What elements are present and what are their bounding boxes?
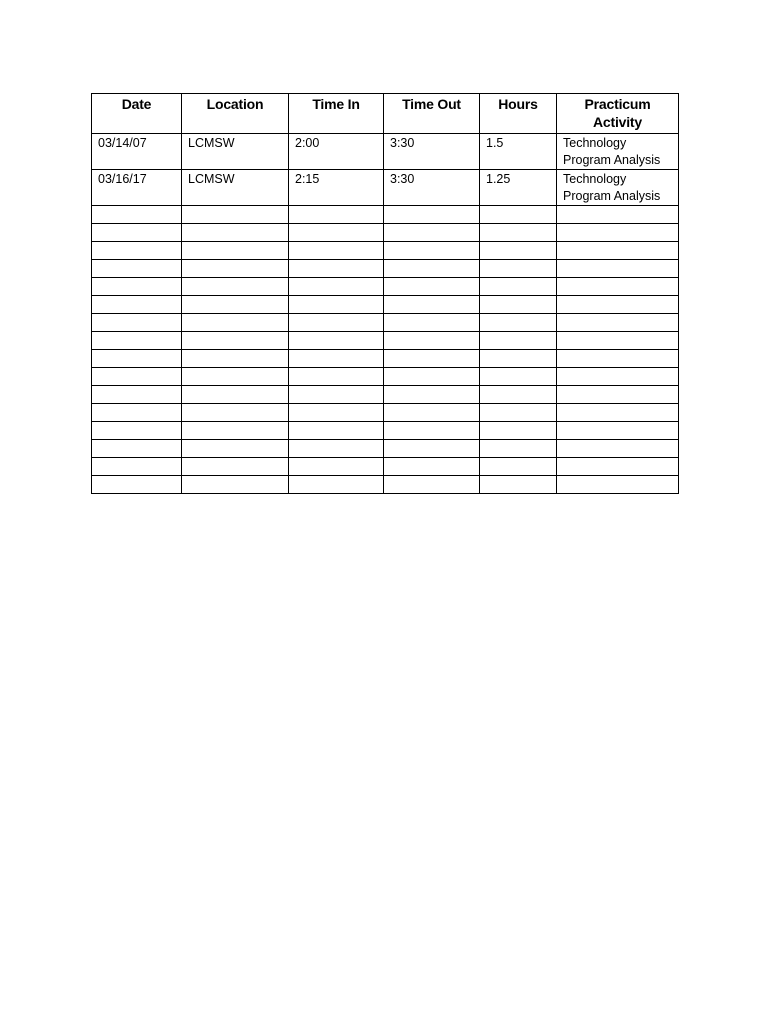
blank-cell [384,368,480,386]
blank-cell [289,260,384,278]
blank-cell [480,350,557,368]
blank-cell [289,404,384,422]
blank-table-row [92,422,679,440]
blank-cell [384,206,480,224]
header-location: Location [182,94,289,134]
cell-time-in: 2:00 [289,134,384,170]
blank-cell [384,422,480,440]
cell-practicum-activity: Technology Program Analysis [557,134,679,170]
blank-cell [182,368,289,386]
blank-cell [557,206,679,224]
blank-cell [557,368,679,386]
blank-cell [480,260,557,278]
blank-cell [384,476,480,494]
blank-table-row [92,278,679,296]
cell-location: LCMSW [182,134,289,170]
blank-cell [92,386,182,404]
table-body [92,134,679,494]
blank-cell [289,206,384,224]
blank-cell [92,368,182,386]
blank-cell [182,440,289,458]
blank-table-row [92,350,679,368]
blank-table-row [92,386,679,404]
cell-time-out: 3:30 [384,170,480,206]
blank-cell [182,404,289,422]
blank-cell [557,458,679,476]
blank-cell [182,422,289,440]
blank-cell [480,296,557,314]
header-practicum-activity: Practicum Activity [557,94,679,134]
blank-cell [182,332,289,350]
blank-cell [92,440,182,458]
blank-cell [480,278,557,296]
blank-cell [384,260,480,278]
blank-cell [92,260,182,278]
blank-cell [557,242,679,260]
blank-cell [480,206,557,224]
blank-table-row [92,458,679,476]
blank-cell [289,440,384,458]
blank-cell [182,242,289,260]
blank-table-row [92,296,679,314]
blank-cell [289,368,384,386]
blank-cell [384,242,480,260]
blank-cell [557,386,679,404]
blank-cell [384,350,480,368]
blank-cell [384,314,480,332]
blank-cell [289,458,384,476]
blank-cell [92,296,182,314]
blank-cell [384,332,480,350]
blank-cell [289,278,384,296]
cell-date: 03/14/07 [92,134,182,170]
blank-cell [480,314,557,332]
blank-cell [289,476,384,494]
blank-cell [384,404,480,422]
blank-cell [384,386,480,404]
header-date: Date [92,94,182,134]
blank-cell [289,242,384,260]
blank-table-row [92,242,679,260]
table-header-row [92,94,679,134]
blank-cell [480,458,557,476]
blank-table-row [92,260,679,278]
header-time-out: Time Out [384,94,480,134]
cell-time-out: 3:30 [384,134,480,170]
header-time-in: Time In [289,94,384,134]
blank-cell [92,332,182,350]
blank-cell [289,386,384,404]
blank-cell [92,350,182,368]
blank-cell [289,224,384,242]
blank-cell [289,314,384,332]
blank-cell [289,332,384,350]
blank-cell [92,404,182,422]
blank-cell [480,476,557,494]
blank-cell [557,224,679,242]
blank-cell [384,296,480,314]
blank-table-row [92,224,679,242]
blank-table-row [92,206,679,224]
blank-cell [480,422,557,440]
blank-cell [92,458,182,476]
blank-cell [182,224,289,242]
blank-table-row [92,368,679,386]
blank-table-row [92,440,679,458]
blank-cell [557,260,679,278]
blank-cell [182,296,289,314]
blank-cell [480,242,557,260]
blank-cell [557,314,679,332]
blank-cell [480,440,557,458]
blank-cell [557,296,679,314]
cell-date: 03/16/17 [92,170,182,206]
cell-hours: 1.5 [480,134,557,170]
blank-cell [182,386,289,404]
blank-cell [92,422,182,440]
blank-cell [92,314,182,332]
header-hours: Hours [480,94,557,134]
blank-cell [557,404,679,422]
practicum-log-table [91,93,679,494]
blank-cell [182,350,289,368]
blank-cell [480,224,557,242]
blank-cell [182,314,289,332]
cell-time-in: 2:15 [289,170,384,206]
blank-cell [182,278,289,296]
blank-cell [92,278,182,296]
blank-cell [480,368,557,386]
blank-cell [92,224,182,242]
blank-cell [557,422,679,440]
blank-cell [384,458,480,476]
blank-cell [557,332,679,350]
blank-table-row [92,332,679,350]
cell-location: LCMSW [182,170,289,206]
cell-hours: 1.25 [480,170,557,206]
blank-table-row [92,314,679,332]
blank-cell [480,404,557,422]
blank-cell [557,278,679,296]
blank-cell [480,386,557,404]
blank-cell [384,278,480,296]
blank-cell [289,422,384,440]
blank-table-row [92,404,679,422]
blank-cell [480,332,557,350]
blank-cell [384,224,480,242]
blank-cell [92,206,182,224]
blank-cell [182,476,289,494]
blank-cell [557,476,679,494]
blank-cell [557,440,679,458]
blank-cell [182,458,289,476]
cell-practicum-activity: Technology Program Analysis [557,170,679,206]
blank-cell [92,476,182,494]
blank-cell [92,242,182,260]
blank-cell [557,350,679,368]
blank-cell [182,206,289,224]
blank-cell [384,440,480,458]
table-row [92,134,679,170]
blank-cell [182,260,289,278]
blank-table-row [92,476,679,494]
blank-cell [289,350,384,368]
table-row [92,170,679,206]
blank-cell [289,296,384,314]
